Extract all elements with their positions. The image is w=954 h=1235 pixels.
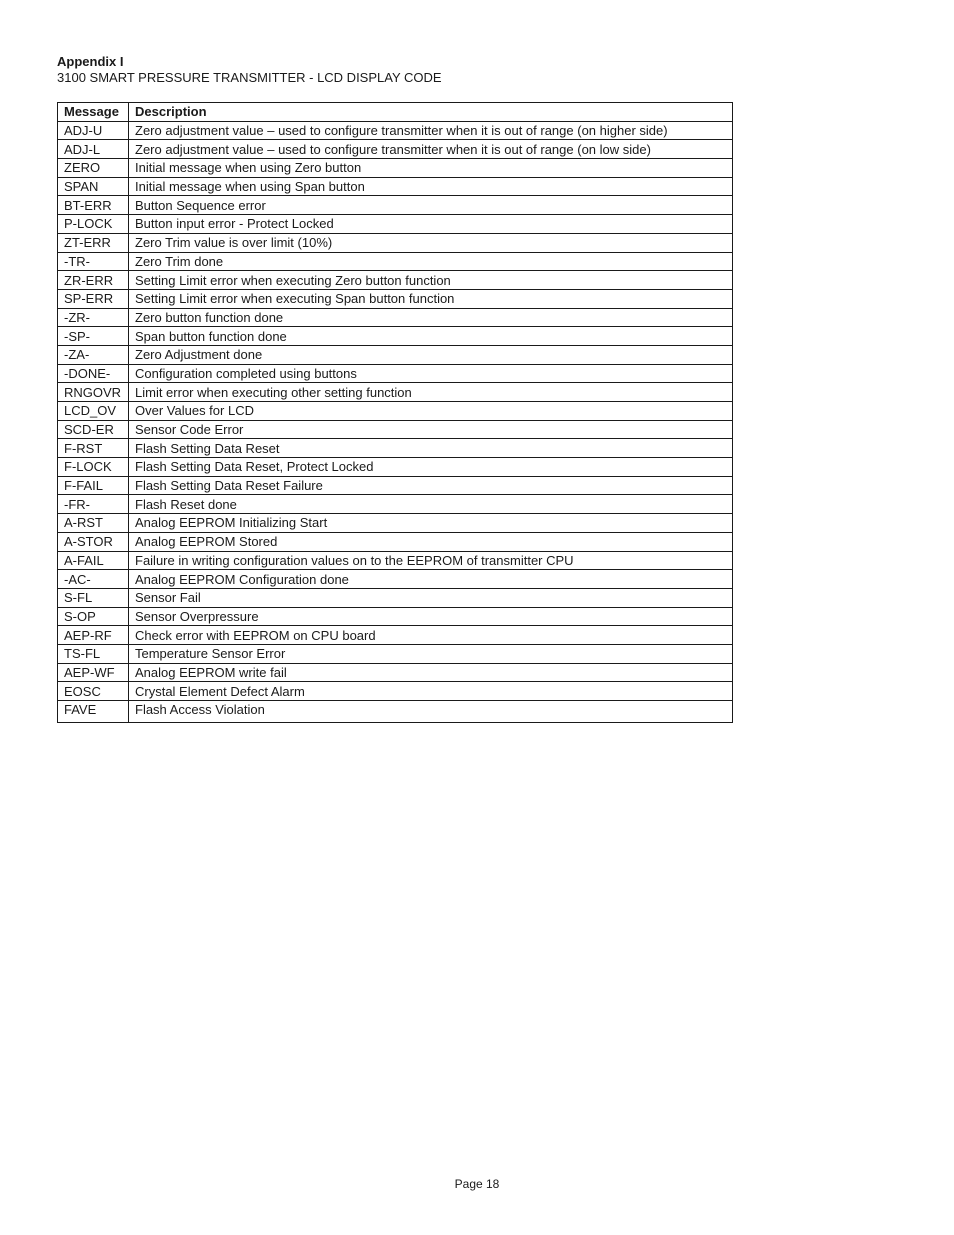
table-row (58, 121, 733, 140)
description-cell: Check error with EEPROM on CPU board (129, 626, 733, 645)
message-code-cell: FAVE (58, 701, 129, 723)
message-code-cell: S-FL (58, 588, 129, 607)
description-cell: Analog EEPROM Initializing Start (129, 514, 733, 533)
description-cell: Flash Setting Data Reset, Protect Locked (129, 458, 733, 477)
description-cell: Setting Limit error when executing Zero button function (129, 271, 733, 290)
table-row (58, 458, 733, 477)
message-code-cell: SP-ERR (58, 289, 129, 308)
description-cell: Zero adjustment value – used to configure transmitter when it is out of range (on low side) (129, 140, 733, 159)
table-row (58, 476, 733, 495)
message-code-cell: ADJ-L (58, 140, 129, 159)
table-row (58, 383, 733, 402)
description-cell: Flash Setting Data Reset (129, 439, 733, 458)
table-row (58, 364, 733, 383)
message-code-cell: ADJ-U (58, 121, 129, 140)
message-code-cell: TS-FL (58, 644, 129, 663)
message-code-cell: -ZA- (58, 345, 129, 364)
message-code-cell: SPAN (58, 177, 129, 196)
table-row (58, 140, 733, 159)
message-code-cell: ZR-ERR (58, 271, 129, 290)
message-code-cell: S-OP (58, 607, 129, 626)
message-code-cell: F-FAIL (58, 476, 129, 495)
message-code-cell: A-FAIL (58, 551, 129, 570)
table-row (58, 663, 733, 682)
column-header-description: Description (129, 103, 733, 122)
description-cell: Initial message when using Zero button (129, 159, 733, 178)
table-row (58, 308, 733, 327)
message-code-cell: -ZR- (58, 308, 129, 327)
description-cell: Failure in writing configuration values on to the EEPROM of transmitter CPU (129, 551, 733, 570)
table-row (58, 514, 733, 533)
message-code-cell: BT-ERR (58, 196, 129, 215)
table-row (58, 345, 733, 364)
description-cell: Analog EEPROM write fail (129, 663, 733, 682)
message-code-cell: -FR- (58, 495, 129, 514)
table-row (58, 420, 733, 439)
table-row (58, 701, 733, 723)
description-cell: Analog EEPROM Stored (129, 532, 733, 551)
table-row (58, 551, 733, 570)
message-code-cell: -AC- (58, 570, 129, 589)
document-heading (57, 54, 442, 86)
table-header-row (58, 103, 733, 122)
message-code-cell: RNGOVR (58, 383, 129, 402)
description-cell: Initial message when using Span button (129, 177, 733, 196)
description-cell: Crystal Element Defect Alarm (129, 682, 733, 701)
column-header-message: Message (58, 103, 129, 122)
message-code-cell: F-RST (58, 439, 129, 458)
table-row (58, 682, 733, 701)
lcd-display-code-table (57, 102, 733, 723)
description-cell: Limit error when executing other setting function (129, 383, 733, 402)
description-cell: Setting Limit error when executing Span button function (129, 289, 733, 308)
description-cell: Flash Access Violation (129, 701, 733, 723)
description-cell: Flash Setting Data Reset Failure (129, 476, 733, 495)
table-row (58, 215, 733, 234)
message-code-cell: LCD_OV (58, 402, 129, 421)
table-row (58, 327, 733, 346)
description-cell: Sensor Code Error (129, 420, 733, 439)
message-code-cell: -TR- (58, 252, 129, 271)
table-row (58, 570, 733, 589)
message-code-cell: AEP-RF (58, 626, 129, 645)
table-row (58, 495, 733, 514)
description-cell: Over Values for LCD (129, 402, 733, 421)
description-cell: Zero Trim done (129, 252, 733, 271)
description-cell: Zero Trim value is over limit (10%) (129, 233, 733, 252)
description-cell: Analog EEPROM Configuration done (129, 570, 733, 589)
table-row (58, 271, 733, 290)
table-row (58, 644, 733, 663)
description-cell: Flash Reset done (129, 495, 733, 514)
document-subtitle: 3100 SMART PRESSURE TRANSMITTER - LCD DISPLAY CODE (57, 70, 442, 85)
message-code-cell: A-STOR (58, 532, 129, 551)
description-cell: Sensor Fail (129, 588, 733, 607)
table-row (58, 233, 733, 252)
message-code-cell: ZT-ERR (58, 233, 129, 252)
message-code-cell: -SP- (58, 327, 129, 346)
table-row (58, 177, 733, 196)
table-row (58, 532, 733, 551)
table-row (58, 626, 733, 645)
appendix-title: Appendix I (57, 54, 124, 69)
message-code-cell: P-LOCK (58, 215, 129, 234)
description-cell: Sensor Overpressure (129, 607, 733, 626)
message-code-cell: EOSC (58, 682, 129, 701)
message-code-cell: F-LOCK (58, 458, 129, 477)
table-row (58, 402, 733, 421)
message-code-cell: ZERO (58, 159, 129, 178)
description-cell: Span button function done (129, 327, 733, 346)
message-code-cell: SCD-ER (58, 420, 129, 439)
description-cell: Button Sequence error (129, 196, 733, 215)
table-row (58, 607, 733, 626)
message-code-cell: A-RST (58, 514, 129, 533)
table-row (58, 588, 733, 607)
table-row (58, 289, 733, 308)
table-row (58, 439, 733, 458)
description-cell: Temperature Sensor Error (129, 644, 733, 663)
description-cell: Button input error - Protect Locked (129, 215, 733, 234)
table-body (58, 121, 733, 722)
message-code-cell: AEP-WF (58, 663, 129, 682)
description-cell: Configuration completed using buttons (129, 364, 733, 383)
description-cell: Zero button function done (129, 308, 733, 327)
table-row (58, 196, 733, 215)
description-cell: Zero adjustment value – used to configure transmitter when it is out of range (on higher side) (129, 121, 733, 140)
description-cell: Zero Adjustment done (129, 345, 733, 364)
page-number: Page 18 (454, 1177, 500, 1191)
table-row (58, 252, 733, 271)
message-code-cell: -DONE- (58, 364, 129, 383)
table-row (58, 159, 733, 178)
